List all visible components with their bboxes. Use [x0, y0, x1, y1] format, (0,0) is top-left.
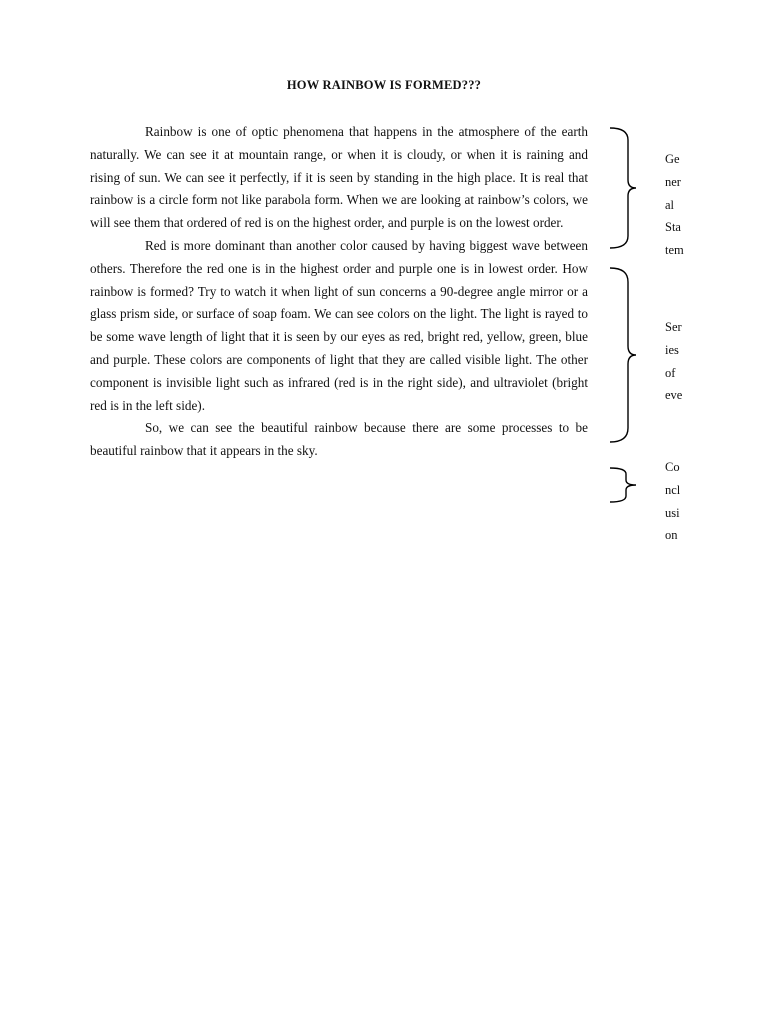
label-fragment: Co [665, 460, 680, 474]
label-fragment: al [665, 197, 675, 212]
label-fragment: ies [665, 342, 679, 357]
label-fragment: ncl [665, 482, 681, 497]
document-title: HOW RAINBOW IS FORMED??? [286, 78, 482, 92]
paragraph-series-of-events: Red is more dominant than another color caused by having biggest wave between others. Therefore the red one is in the highest order and purple one is in lowest order. How rainbow is formed? Try to watch it when light of sun concerns a 90-degree angle mirror or a glass prism side, or surface of soap foam. We can see colors on the light. The light is rayed to be some wave length of light that it is seen by our eyes as red, bright red, yellow, green, blue and purple. These colors are components of light that they are called visible light. The other component is invisible light such as infrared (red is in the right side), and ultraviolet (bright red is in the left side). [90, 237, 588, 413]
label-fragment: eve [665, 388, 683, 403]
paragraph-conclusion: So, we can see the beautiful rainbow because there are some processes to be beautiful rainbow that it appears in the sky. [90, 420, 588, 459]
brace-general-statement [608, 126, 638, 250]
label-general-statement [665, 148, 705, 262]
label-fragment: tem [665, 243, 684, 258]
label-fragment: Sta [665, 220, 681, 235]
label-fragment: Ser [665, 320, 682, 334]
label-fragment: Ge [665, 152, 680, 166]
label-series-of-events [665, 316, 705, 407]
label-fragment: of [665, 365, 676, 380]
label-fragment: usi [665, 505, 680, 520]
paragraph-general-statement: Rainbow is one of optic phenomena that happens in the atmosphere of the earth naturally. We can see it at mountain range, or when it is cloudy, or when it is raining and rising of sun. We can see it perfectly, if it is seen by standing in the high place. It is real that rainbow is a circle form not like parabola form. When we are looking at rainbow’s colors, we will see them that ordered of red is on the highest order, and purple is on the lowest order. [90, 124, 588, 231]
brace-series-of-events [608, 266, 638, 444]
label-fragment: ner [665, 174, 681, 189]
label-conclusion [665, 456, 705, 547]
document-body [90, 121, 588, 463]
label-fragment: on [665, 528, 678, 543]
brace-conclusion [608, 466, 638, 504]
